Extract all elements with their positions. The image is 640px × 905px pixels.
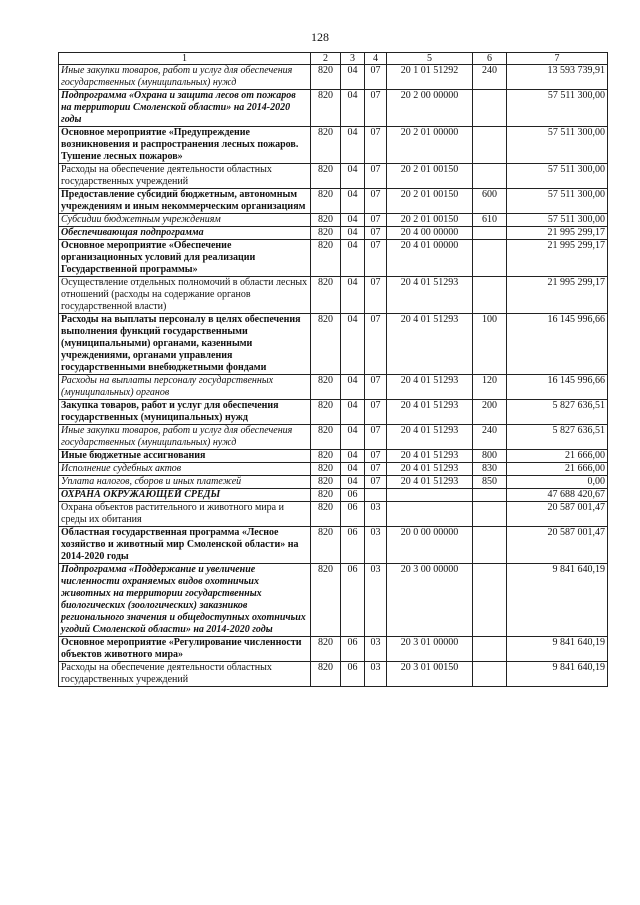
row-target-article: 20 3 01 00000 xyxy=(387,637,473,662)
row-section-code: 04 xyxy=(341,240,365,277)
row-name: Основное мероприятие «Обеспечение организационных условий для реализации Государственной программы» xyxy=(59,240,311,277)
row-admin-code: 820 xyxy=(311,564,341,637)
row-name: Подпрограмма «Поддержание и увеличение численности охраняемых видов охотничьих животных на территории государственных биологических (зоологических) заказников регионального значения и общедоступных охотничьих угодий Смоленской области» на 2014-2020 годы xyxy=(59,564,311,637)
row-expense-type: 850 xyxy=(473,476,507,489)
row-admin-code: 820 xyxy=(311,240,341,277)
row-admin-code: 820 xyxy=(311,65,341,90)
row-expense-type: 240 xyxy=(473,65,507,90)
table-row xyxy=(59,637,608,662)
header-cell: 4 xyxy=(365,53,387,65)
row-admin-code: 820 xyxy=(311,637,341,662)
row-name: ОХРАНА ОКРУЖАЮЩЕЙ СРЕДЫ xyxy=(59,489,311,502)
table-row xyxy=(59,400,608,425)
row-name: Основное мероприятие «Предупреждение возникновения и распространения лесных пожаров. Тушение лесных пожаров» xyxy=(59,127,311,164)
row-expense-type xyxy=(473,277,507,314)
row-admin-code: 820 xyxy=(311,662,341,687)
row-expense-type xyxy=(473,127,507,164)
row-target-article: 20 4 01 51293 xyxy=(387,425,473,450)
table-row xyxy=(59,662,608,687)
row-amount: 21 995 299,17 xyxy=(507,277,608,314)
table-row xyxy=(59,489,608,502)
row-expense-type: 100 xyxy=(473,314,507,375)
row-section-code: 04 xyxy=(341,127,365,164)
row-amount: 21 995 299,17 xyxy=(507,240,608,277)
row-amount: 20 587 001,47 xyxy=(507,502,608,527)
row-amount: 16 145 996,66 xyxy=(507,375,608,400)
row-subsection-code: 07 xyxy=(365,375,387,400)
row-name: Иные закупки товаров, работ и услуг для обеспечения государственных (муниципальных) нужд xyxy=(59,65,311,90)
row-target-article: 20 4 01 51293 xyxy=(387,314,473,375)
table-row xyxy=(59,314,608,375)
row-target-article: 20 2 01 00150 xyxy=(387,214,473,227)
table-row xyxy=(59,240,608,277)
row-target-article xyxy=(387,502,473,527)
row-amount: 16 145 996,66 xyxy=(507,314,608,375)
row-target-article: 20 2 00 00000 xyxy=(387,90,473,127)
row-section-code: 06 xyxy=(341,527,365,564)
row-name: Расходы на выплаты персоналу в целях обеспечения выполнения функций государственными (муниципальными) органами, казенными учреждениями, органами управления государственными внебюджетными фондами xyxy=(59,314,311,375)
row-subsection-code: 03 xyxy=(365,637,387,662)
table-row xyxy=(59,65,608,90)
table-row xyxy=(59,463,608,476)
row-subsection-code: 07 xyxy=(365,476,387,489)
row-subsection-code: 03 xyxy=(365,662,387,687)
row-amount: 57 511 300,00 xyxy=(507,90,608,127)
table-row xyxy=(59,527,608,564)
header-cell: 7 xyxy=(507,53,608,65)
row-target-article: 20 4 01 00000 xyxy=(387,240,473,277)
row-amount: 21 666,00 xyxy=(507,463,608,476)
row-name: Иные закупки товаров, работ и услуг для обеспечения государственных (муниципальных) нужд xyxy=(59,425,311,450)
row-admin-code: 820 xyxy=(311,214,341,227)
row-subsection-code: 07 xyxy=(365,425,387,450)
header-cell: 5 xyxy=(387,53,473,65)
row-name: Расходы на обеспечение деятельности областных государственных учреждений xyxy=(59,662,311,687)
row-section-code: 04 xyxy=(341,314,365,375)
header-cell: 1 xyxy=(59,53,311,65)
row-name: Уплата налогов, сборов и иных платежей xyxy=(59,476,311,489)
row-amount: 21 995 299,17 xyxy=(507,227,608,240)
row-target-article: 20 4 01 51293 xyxy=(387,277,473,314)
row-section-code: 06 xyxy=(341,489,365,502)
row-amount: 9 841 640,19 xyxy=(507,637,608,662)
row-subsection-code: 03 xyxy=(365,502,387,527)
page-number: 128 xyxy=(311,30,329,44)
row-section-code: 04 xyxy=(341,425,365,450)
row-section-code: 04 xyxy=(341,463,365,476)
row-section-code: 04 xyxy=(341,214,365,227)
row-admin-code: 820 xyxy=(311,527,341,564)
row-amount: 57 511 300,00 xyxy=(507,127,608,164)
row-admin-code: 820 xyxy=(311,489,341,502)
row-target-article: 20 3 01 00150 xyxy=(387,662,473,687)
header-cell: 6 xyxy=(473,53,507,65)
row-subsection-code: 07 xyxy=(365,90,387,127)
row-section-code: 04 xyxy=(341,164,365,189)
row-subsection-code: 07 xyxy=(365,463,387,476)
row-target-article: 20 4 01 51293 xyxy=(387,400,473,425)
row-target-article: 20 4 01 51293 xyxy=(387,476,473,489)
row-subsection-code: 07 xyxy=(365,240,387,277)
row-admin-code: 820 xyxy=(311,425,341,450)
row-subsection-code: 07 xyxy=(365,450,387,463)
row-subsection-code xyxy=(365,489,387,502)
table-row xyxy=(59,227,608,240)
row-admin-code: 820 xyxy=(311,476,341,489)
row-target-article: 20 4 01 51293 xyxy=(387,450,473,463)
table-row xyxy=(59,450,608,463)
row-subsection-code: 07 xyxy=(365,164,387,189)
row-subsection-code: 07 xyxy=(365,277,387,314)
row-expense-type: 610 xyxy=(473,214,507,227)
row-expense-type xyxy=(473,240,507,277)
row-expense-type xyxy=(473,662,507,687)
row-section-code: 06 xyxy=(341,502,365,527)
row-section-code: 04 xyxy=(341,90,365,127)
row-section-code: 04 xyxy=(341,227,365,240)
row-expense-type: 120 xyxy=(473,375,507,400)
row-amount: 57 511 300,00 xyxy=(507,189,608,214)
row-admin-code: 820 xyxy=(311,375,341,400)
row-subsection-code: 07 xyxy=(365,227,387,240)
row-name: Расходы на выплаты персоналу государственных (муниципальных) органов xyxy=(59,375,311,400)
row-admin-code: 820 xyxy=(311,277,341,314)
table-row xyxy=(59,476,608,489)
row-subsection-code: 07 xyxy=(365,214,387,227)
row-subsection-code: 07 xyxy=(365,314,387,375)
row-section-code: 04 xyxy=(341,450,365,463)
row-name: Обеспечивающая подпрограмма xyxy=(59,227,311,240)
row-name: Закупка товаров, работ и услуг для обеспечения государственных (муниципальных) нужд xyxy=(59,400,311,425)
row-target-article: 20 2 01 00000 xyxy=(387,127,473,164)
row-name: Расходы на обеспечение деятельности областных государственных учреждений xyxy=(59,164,311,189)
row-target-article xyxy=(387,489,473,502)
row-expense-type xyxy=(473,637,507,662)
row-amount: 5 827 636,51 xyxy=(507,400,608,425)
row-target-article: 20 2 01 00150 xyxy=(387,189,473,214)
header-cell: 3 xyxy=(341,53,365,65)
row-expense-type: 200 xyxy=(473,400,507,425)
row-name: Подпрограмма «Охрана и защита лесов от пожаров на территории Смоленской области» на 2014-2020 годы xyxy=(59,90,311,127)
row-expense-type xyxy=(473,227,507,240)
row-expense-type xyxy=(473,489,507,502)
header-cell: 2 xyxy=(311,53,341,65)
table-row xyxy=(59,127,608,164)
row-target-article: 20 1 01 51292 xyxy=(387,65,473,90)
row-admin-code: 820 xyxy=(311,314,341,375)
row-section-code: 06 xyxy=(341,662,365,687)
row-subsection-code: 03 xyxy=(365,527,387,564)
row-section-code: 04 xyxy=(341,375,365,400)
row-name: Иные бюджетные ассигнования xyxy=(59,450,311,463)
row-target-article: 20 4 00 00000 xyxy=(387,227,473,240)
row-expense-type: 240 xyxy=(473,425,507,450)
row-section-code: 06 xyxy=(341,637,365,662)
table-row xyxy=(59,502,608,527)
row-target-article: 20 4 01 51293 xyxy=(387,463,473,476)
row-name: Охрана объектов растительного и животного мира и среды их обитания xyxy=(59,502,311,527)
row-admin-code: 820 xyxy=(311,164,341,189)
row-subsection-code: 07 xyxy=(365,65,387,90)
row-expense-type xyxy=(473,502,507,527)
header-row xyxy=(59,53,608,65)
row-expense-type: 830 xyxy=(473,463,507,476)
row-amount: 20 587 001,47 xyxy=(507,527,608,564)
row-target-article: 20 3 00 00000 xyxy=(387,564,473,637)
row-amount: 0,00 xyxy=(507,476,608,489)
row-name: Предоставление субсидий бюджетным, автономным учреждениям и иным некоммерческим организациям xyxy=(59,189,311,214)
row-expense-type: 600 xyxy=(473,189,507,214)
row-amount: 9 841 640,19 xyxy=(507,662,608,687)
row-name: Осуществление отдельных полномочий в области лесных отношений (расходы на содержание органов государственной власти) xyxy=(59,277,311,314)
row-amount: 47 688 420,67 xyxy=(507,489,608,502)
row-admin-code: 820 xyxy=(311,189,341,214)
table-row xyxy=(59,164,608,189)
table-row xyxy=(59,375,608,400)
row-amount: 57 511 300,00 xyxy=(507,164,608,189)
table-row xyxy=(59,90,608,127)
row-name: Основное мероприятие «Регулирование численности объектов животного мира» xyxy=(59,637,311,662)
row-admin-code: 820 xyxy=(311,450,341,463)
table-row xyxy=(59,425,608,450)
row-section-code: 04 xyxy=(341,400,365,425)
row-admin-code: 820 xyxy=(311,227,341,240)
row-section-code: 04 xyxy=(341,189,365,214)
row-expense-type xyxy=(473,527,507,564)
row-target-article: 20 4 01 51293 xyxy=(387,375,473,400)
row-amount: 9 841 640,19 xyxy=(507,564,608,637)
row-expense-type xyxy=(473,90,507,127)
row-admin-code: 820 xyxy=(311,400,341,425)
row-admin-code: 820 xyxy=(311,127,341,164)
row-expense-type xyxy=(473,164,507,189)
row-admin-code: 820 xyxy=(311,90,341,127)
row-target-article: 20 2 01 00150 xyxy=(387,164,473,189)
table-row xyxy=(59,564,608,637)
table-row xyxy=(59,277,608,314)
row-subsection-code: 03 xyxy=(365,564,387,637)
row-subsection-code: 07 xyxy=(365,189,387,214)
budget-table xyxy=(58,52,608,687)
row-name: Областная государственная программа «Лесное хозяйство и животный мир Смоленской области» на 2014-2020 годы xyxy=(59,527,311,564)
row-admin-code: 820 xyxy=(311,502,341,527)
row-section-code: 04 xyxy=(341,65,365,90)
row-admin-code: 820 xyxy=(311,463,341,476)
row-amount: 5 827 636,51 xyxy=(507,425,608,450)
table-row xyxy=(59,214,608,227)
row-expense-type xyxy=(473,564,507,637)
row-subsection-code: 07 xyxy=(365,127,387,164)
row-expense-type: 800 xyxy=(473,450,507,463)
row-name: Исполнение судебных актов xyxy=(59,463,311,476)
row-section-code: 04 xyxy=(341,476,365,489)
table-row xyxy=(59,189,608,214)
row-section-code: 04 xyxy=(341,277,365,314)
row-amount: 21 666,00 xyxy=(507,450,608,463)
row-amount: 13 593 739,91 xyxy=(507,65,608,90)
row-subsection-code: 07 xyxy=(365,400,387,425)
row-target-article: 20 0 00 00000 xyxy=(387,527,473,564)
row-name: Субсидии бюджетным учреждениям xyxy=(59,214,311,227)
row-amount: 57 511 300,00 xyxy=(507,214,608,227)
row-section-code: 06 xyxy=(341,564,365,637)
